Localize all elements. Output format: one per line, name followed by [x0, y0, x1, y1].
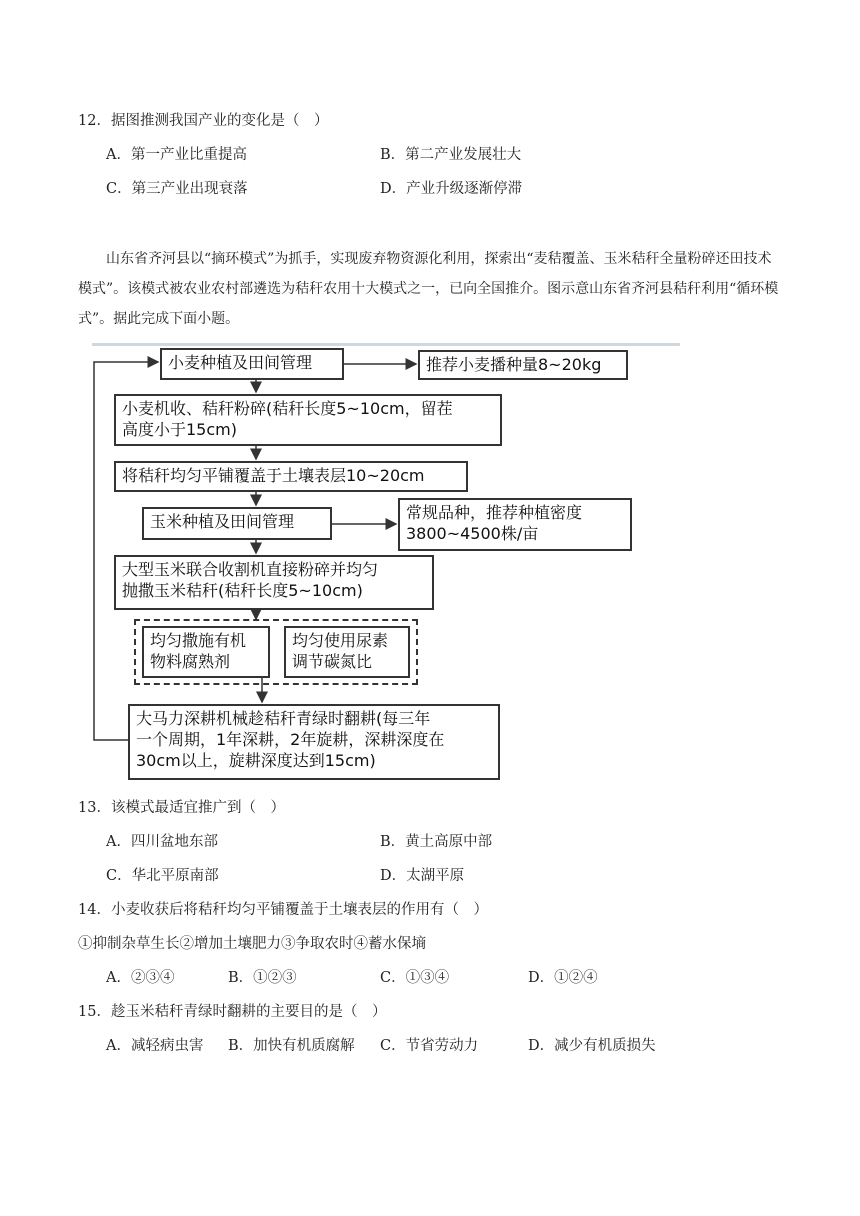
passage-text: 山东省齐河县以“摘环模式”为抓手，实现废弃物资源化利用，探索出“麦秸覆盖、玉米秸秆全量粉碎还田技术模式”。该模式被农业农村部遴选为秸秆农用十大模式之一，已向全国推介。图示意山东省齐河县秸秆利用“循环模式”。据此完成下面小题。: [78, 251, 779, 327]
q15-option-b: B．加快有机质腐解: [228, 1038, 355, 1054]
box-urea-line1: 均匀使用尿素: [292, 631, 389, 650]
q15-option-a: A．减轻病虫害: [106, 1038, 204, 1054]
q15-option-c: C．节省劳动力: [380, 1038, 479, 1054]
q15-option-d: D．减少有机质损失: [528, 1038, 656, 1054]
q12-option-c: C．第三产业出现衰落: [106, 181, 248, 197]
box-wheat-harvest-line2: 高度小于15cm): [122, 420, 237, 439]
q13-option-a: A．四川盆地东部: [106, 834, 218, 850]
box-decomposer-line2: 物料腐熟剂: [150, 652, 231, 671]
box-corn-harvest-line2: 抛撒玉米秸秆(秸秆长度5~10cm): [122, 581, 363, 600]
box-corn-density-line1: 常规品种，推荐种植密度: [406, 503, 583, 522]
q12-option-a: A．第一产业比重提高: [106, 147, 247, 163]
q15-stem: 15．趁玉米秸秆青绿时翻耕的主要目的是（ ）: [78, 1004, 387, 1020]
q14-option-c: C．①③④: [380, 970, 450, 986]
q14-items: ①抑制杂草生长②增加土壤肥力③争取农时④蓄水保墒: [78, 936, 426, 952]
straw-cycle-diagram: [92, 342, 682, 782]
box-deep-tillage-line1: 大马力深耕机械趁秸秆青绿时翻耕(每三年: [136, 709, 431, 728]
q14-option-b: B．①②③: [228, 970, 297, 986]
box-corn-planting-text: 玉米种植及田间管理: [150, 512, 295, 531]
box-straw-mulch-text: 将秸秆均匀平铺覆盖于土壤表层10~20cm: [122, 466, 425, 485]
q13-stem: 13．该模式最适宜推广到（ ）: [78, 800, 285, 816]
box-straw-mulch: [114, 461, 468, 492]
box-corn-planting: [142, 507, 332, 540]
q12-option-b: B．第二产业发展壮大: [380, 147, 522, 163]
q14-option-a: A．②③④: [106, 970, 175, 986]
q12-option-d: D．产业升级逐渐停滞: [380, 181, 523, 197]
box-wheat-harvest-line1: 小麦机收、秸秆粉碎(秸秆长度5~10cm，留茬: [122, 399, 453, 418]
box-decomposer: [142, 626, 270, 678]
box-urea-line2: 调节碳氮比: [292, 652, 373, 671]
box-wheat-seeding-rate-text: 推荐小麦播种量8~20kg: [426, 355, 602, 374]
box-wheat-harvest: [114, 394, 502, 446]
q14-stem: 14．小麦收获后将秸秆均匀平铺覆盖于土壤表层的作用有（ ）: [78, 902, 488, 918]
box-wheat-seeding-rate: [418, 350, 628, 380]
q13-option-c: C．华北平原南部: [106, 868, 219, 884]
q13-option-d: D．太湖平原: [380, 868, 465, 884]
box-corn-harvest: [114, 555, 434, 610]
box-decomposer-line1: 均匀撒施有机: [150, 631, 247, 650]
box-wheat-planting: [160, 348, 344, 380]
box-corn-harvest-line1: 大型玉米联合收割机直接粉碎并均匀: [122, 560, 379, 579]
q14-option-d: D．①②④: [528, 970, 598, 986]
box-deep-tillage-line2: 一个周期，1年深耕，2年旋耕，深耕深度在: [136, 730, 445, 749]
box-wheat-planting-text: 小麦种植及田间管理: [168, 353, 313, 372]
q13-option-b: B．黄土高原中部: [380, 834, 493, 850]
box-deep-tillage: [128, 704, 500, 780]
box-corn-density-line2: 3800~4500株/亩: [406, 524, 539, 543]
box-corn-density: [398, 498, 632, 551]
box-urea: [284, 626, 410, 678]
q12-stem: 12．据图推测我国产业的变化是（ ）: [78, 113, 329, 129]
box-deep-tillage-line3: 30cm以上，旋耕深度达到15cm): [136, 751, 376, 770]
